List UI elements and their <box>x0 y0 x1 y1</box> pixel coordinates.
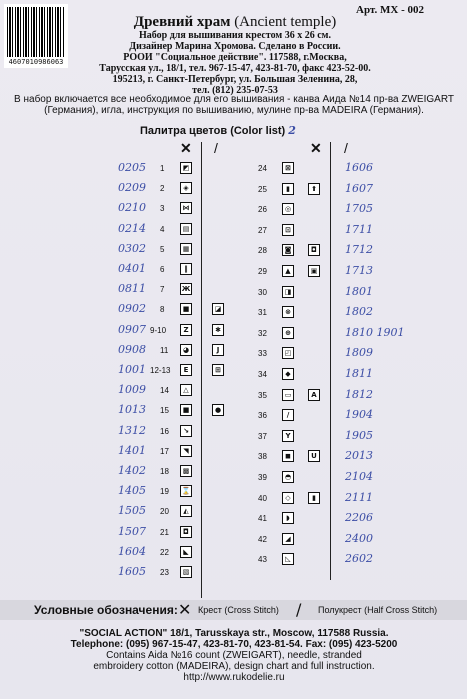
color-code: 1606 <box>345 161 373 174</box>
cross-stitch-symbol: ◩ <box>180 162 192 174</box>
cross-stitch-symbol: ⊠ <box>282 162 294 174</box>
color-code: 1905 <box>345 428 373 442</box>
color-code: 1405 <box>118 484 146 498</box>
footer <box>6 628 462 683</box>
cross-stitch-symbol: ◨ <box>282 286 294 298</box>
cross-stitch-symbol: ◇ <box>282 492 294 504</box>
color-code: 1402 <box>118 464 146 477</box>
color-number: 4 <box>160 224 165 234</box>
cross-stitch-symbol: ◢ <box>282 533 294 545</box>
column-divider-right <box>330 142 331 580</box>
color-number: 18 <box>160 467 169 476</box>
cross-stitch-symbol: ◗ <box>282 512 294 524</box>
cross-stitch-symbol: ◣ <box>180 546 192 558</box>
cross-stitch-symbol: ⊗ <box>282 306 294 318</box>
color-code: 0811 <box>118 282 146 296</box>
cross-stitch-symbol: ⌛ <box>181 487 191 496</box>
color-number: 40 <box>258 493 267 503</box>
color-number: 20 <box>160 507 169 517</box>
cross-stitch-header-icon: ✕ <box>180 140 192 156</box>
barcode-number: 4607010986063 <box>8 58 64 66</box>
title <box>70 14 400 30</box>
color-number: 33 <box>258 349 267 359</box>
header-block <box>70 14 400 96</box>
cross-stitch-symbol: Y <box>282 430 294 442</box>
header-line-4: Тарусская ул., 18/1, тел. 967-15-47, 423-81-70, факс 423-52-00. <box>99 63 371 74</box>
cross-stitch-symbol: ◰ <box>282 347 294 359</box>
cross-stitch-symbol: ◥ <box>180 445 192 457</box>
half-stitch-symbol: J <box>212 344 224 356</box>
color-number: 36 <box>258 411 267 421</box>
palette-handwritten-mark: 2 <box>288 124 296 137</box>
color-number: 15 <box>160 406 169 416</box>
palette-title-en: (Color list) <box>230 125 286 137</box>
color-code: 1001 <box>118 363 146 376</box>
cross-stitch-symbol: ⊕ <box>282 327 294 339</box>
half-stitch-legend-text: Полукрест (Half Cross Stitch) <box>318 605 438 615</box>
color-number: 26 <box>258 205 267 215</box>
legend-label: Условные обозначения: <box>34 603 178 617</box>
cross-stitch-symbol: ■ <box>180 404 192 416</box>
palette-title-ru: Палитра цветов <box>140 125 228 137</box>
cross-stitch-symbol: ▲ <box>282 265 294 277</box>
color-code: 1812 <box>345 387 373 401</box>
cross-stitch-symbol: ◈ <box>180 182 192 194</box>
color-code: 2104 <box>345 470 373 483</box>
color-code: 1312 <box>118 423 146 437</box>
color-code: 1802 <box>345 305 373 319</box>
color-number: 38 <box>258 452 267 462</box>
color-code: 0302 <box>118 241 146 255</box>
color-number: 32 <box>258 328 267 338</box>
cross-stitch-symbol: ■ <box>180 303 192 315</box>
color-code: 1713 <box>345 264 373 277</box>
half-stitch-symbol: ▮ <box>308 492 320 504</box>
cross-stitch-symbol: ◭ <box>180 505 192 517</box>
half-stitch-symbol: ⬆ <box>308 183 320 195</box>
cross-stitch-symbol: ▭ <box>282 389 294 401</box>
color-number: 41 <box>258 514 267 524</box>
color-number: 3 <box>160 204 165 214</box>
half-stitch-symbol: A <box>308 389 320 401</box>
half-stitch-header-icon: / <box>214 140 218 156</box>
footer-line-2: Telephone: (095) 967-15-47, 423-81-70, 423-81-54. Fax: (095) 423-5200 <box>70 639 398 650</box>
color-number: 31 <box>258 308 267 318</box>
color-number: 30 <box>258 287 267 297</box>
color-number: 19 <box>160 487 169 497</box>
color-code: 1507 <box>118 524 146 538</box>
color-code: 2602 <box>345 552 373 566</box>
cross-stitch-symbol: ◘ <box>180 526 192 538</box>
color-code: 2400 <box>345 531 373 545</box>
color-number: 11 <box>160 345 169 355</box>
color-code: 1009 <box>118 383 146 397</box>
header-line-5: 195213, г. Санкт-Петербург, ул. Большая Зеленина, 28, <box>112 74 358 85</box>
color-number: 8 <box>160 305 165 315</box>
cross-stitch-symbol: ▩ <box>180 465 192 477</box>
color-number: 14 <box>160 386 169 396</box>
color-code: 1712 <box>345 243 373 257</box>
legend-bar <box>0 600 467 620</box>
color-number: 17 <box>160 446 169 456</box>
color-code: 0907 <box>118 322 146 336</box>
color-code: 0902 <box>118 302 146 316</box>
cross-stitch-symbol: ↘ <box>180 425 192 437</box>
header-line-2: Дизайнер Марина Хромова. Сделано в России. <box>129 41 341 52</box>
cross-stitch-symbol: ◎ <box>282 203 294 215</box>
article-number: Арт. МХ - 002 <box>356 4 424 16</box>
footer-line-3: Contains Aida №16 count (ZWEIGART), needle, stranded <box>106 650 362 661</box>
cross-stitch-legend-text: Крест (Cross Stitch) <box>198 605 279 615</box>
header-line-6: тел. (812) 235-07-53 <box>192 85 278 96</box>
footer-line-4: embroidery cotton (MADEIRA), design chart and full instruction. <box>93 661 375 672</box>
color-code: 1810 1901 <box>345 325 405 339</box>
color-number: 12-13 <box>150 366 171 375</box>
color-number: 7 <box>160 285 165 295</box>
color-code: 1505 <box>118 504 146 518</box>
color-number: 9-10 <box>150 325 167 335</box>
color-code: 0214 <box>118 221 146 235</box>
half-stitch-symbol: ▣ <box>308 265 320 277</box>
kit-description: В набор включается все необходимое для его вышивания - канва Аида №14 пр-ва ZWEIGART (Германия), игла, инструкция по вышиванию, мулине пр-ва MADEIRA (Германия). <box>14 94 454 116</box>
color-code: 2206 <box>345 511 373 525</box>
cross-stitch-symbol: ▦ <box>180 243 192 255</box>
footer-line-1: "SOCIAL ACTION" 18/1, Tarusskaya str., Moscow, 117588 Russia. <box>79 628 389 639</box>
palette-title <box>140 124 296 137</box>
color-number: 16 <box>160 426 169 436</box>
half-stitch-icon: / <box>296 600 302 619</box>
cross-stitch-symbol: ◓ <box>282 471 294 483</box>
header-line-3: РООИ "Социальное действие". 117588, г.Москва, <box>123 52 347 63</box>
color-code: 0401 <box>118 262 146 275</box>
cross-stitch-symbol: ◼ <box>282 450 294 462</box>
half-stitch-symbol: U <box>308 450 320 462</box>
color-number: 21 <box>160 527 169 537</box>
color-number: 43 <box>258 555 267 565</box>
cross-stitch-symbol: / <box>282 409 294 421</box>
cross-stitch-symbol: ◆ <box>282 368 294 380</box>
cross-stitch-symbol: Ж <box>181 285 191 294</box>
color-number: 28 <box>258 246 267 256</box>
cross-stitch-symbol: ⋈ <box>180 202 192 214</box>
color-code: 0908 <box>118 342 146 356</box>
color-code: 0210 <box>118 201 146 215</box>
color-code: 1705 <box>345 202 373 216</box>
color-number: 29 <box>258 267 267 276</box>
cross-stitch-symbol: ‖ <box>180 263 192 275</box>
half-stitch-symbol: ◪ <box>212 303 224 315</box>
cross-stitch-symbol: ▮ <box>282 183 294 195</box>
title-ru: Древний храм <box>133 14 231 30</box>
title-en: (Ancient temple) <box>234 14 337 30</box>
half-stitch-symbol: ⊞ <box>212 364 224 376</box>
half-stitch-symbol: ✱ <box>212 324 224 336</box>
color-code: 2013 <box>345 449 373 463</box>
color-code: 1604 <box>118 544 146 558</box>
color-number: 1 <box>160 164 165 173</box>
half-stitch-header-icon-right: / <box>344 140 348 156</box>
cross-stitch-symbol: △ <box>180 384 192 396</box>
cross-stitch-symbol: Z <box>180 324 192 336</box>
cross-stitch-symbol: E <box>180 364 192 376</box>
header-line-1: Набор для вышивания крестом 36 х 26 см. <box>138 30 331 41</box>
cross-stitch-symbol: ▤ <box>180 223 192 235</box>
half-stitch-symbol: ◘ <box>308 244 320 256</box>
color-code: 1811 <box>345 367 373 380</box>
color-code: 1605 <box>118 565 146 578</box>
column-divider-left <box>201 142 202 598</box>
color-code: 2111 <box>345 490 373 504</box>
cross-stitch-symbol: ⊡ <box>282 224 294 236</box>
color-number: 23 <box>160 568 169 577</box>
color-number: 5 <box>160 244 165 254</box>
color-code: 1013 <box>118 403 146 417</box>
color-code: 0209 <box>118 181 146 195</box>
cross-stitch-symbol: ◕ <box>180 344 192 356</box>
color-number: 39 <box>258 473 267 482</box>
color-number: 34 <box>258 370 267 379</box>
color-number: 37 <box>258 431 267 441</box>
color-number: 24 <box>258 164 267 173</box>
color-number: 42 <box>258 534 267 544</box>
color-number: 35 <box>258 390 267 400</box>
color-code: 1809 <box>345 346 373 360</box>
cross-stitch-header-icon-right: ✕ <box>310 140 322 156</box>
cross-stitch-symbol: ◺ <box>282 553 294 565</box>
color-code: 1607 <box>345 181 373 195</box>
color-code: 1711 <box>345 222 373 236</box>
cross-stitch-icon: ✕ <box>178 600 192 619</box>
color-code: 0205 <box>118 161 146 174</box>
color-code: 1801 <box>345 284 373 298</box>
color-code: 1904 <box>345 408 373 422</box>
color-number: 27 <box>258 225 267 235</box>
color-code: 1401 <box>118 443 146 457</box>
barcode <box>4 4 68 68</box>
cross-stitch-symbol: ▧ <box>180 566 192 578</box>
half-stitch-symbol: ● <box>212 404 224 416</box>
footer-line-5: http://www.rukodelie.ru <box>183 672 285 683</box>
barcode-bars <box>7 7 65 57</box>
color-number: 22 <box>160 547 169 557</box>
color-number: 25 <box>258 184 267 194</box>
color-number: 6 <box>160 265 165 274</box>
color-number: 2 <box>160 184 165 194</box>
cross-stitch-symbol: ◙ <box>282 244 294 256</box>
